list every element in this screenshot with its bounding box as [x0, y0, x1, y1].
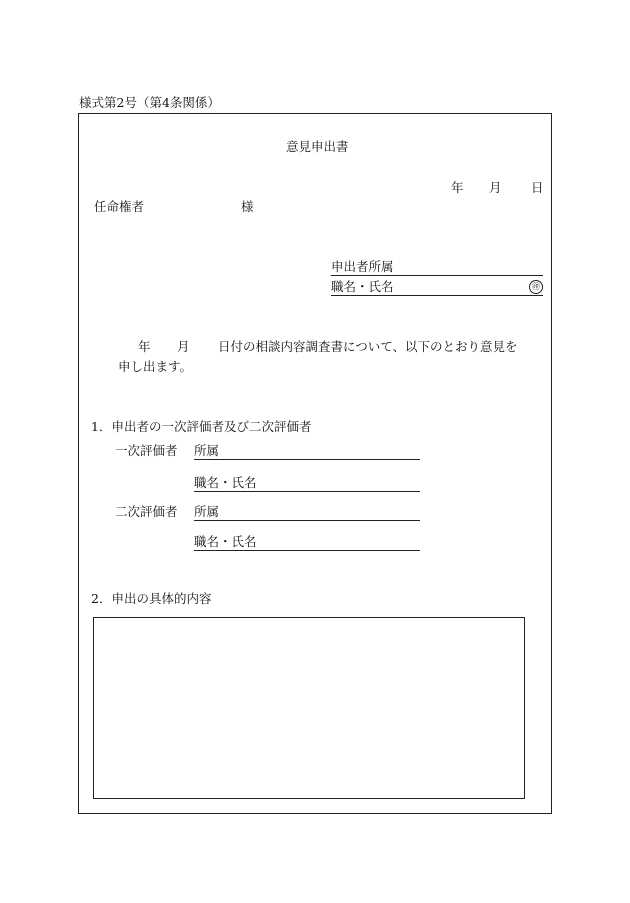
- second-evaluator-name-field[interactable]: [194, 536, 420, 551]
- statement-text-line1: 日付の相談内容調査書について、以下のとおり意見を: [218, 339, 518, 354]
- first-evaluator-name-label: 職名・氏名: [194, 475, 257, 490]
- second-evaluator-affiliation-field[interactable]: [194, 506, 420, 521]
- date-month-label: 月: [489, 180, 502, 195]
- addressee-label: 任命権者: [94, 199, 145, 214]
- applicant-name-field[interactable]: [331, 281, 543, 296]
- second-evaluator-name-label: 職名・氏名: [194, 534, 257, 549]
- first-evaluator-name-field[interactable]: [194, 477, 420, 492]
- first-evaluator-affiliation-field[interactable]: [194, 445, 420, 460]
- form-title: 意見申出書: [286, 139, 349, 154]
- applicant-affiliation-field[interactable]: [331, 261, 543, 276]
- applicant-name-label: 職名・氏名: [331, 279, 394, 294]
- date-year-label: 年: [451, 180, 464, 195]
- addressee-suffix: 様: [241, 199, 254, 214]
- date-day-label: 日: [531, 180, 544, 195]
- statement-year-label: 年: [138, 339, 151, 354]
- statement-month-label: 月: [177, 339, 190, 354]
- specific-content-textbox[interactable]: [93, 617, 525, 799]
- second-evaluator-affiliation-label: 所属: [194, 504, 220, 519]
- form-number: 様式第2号（第4条関係）: [79, 95, 220, 110]
- second-evaluator-label: 二次評価者: [115, 504, 178, 519]
- section2-heading: 2．申出の具体的内容: [91, 591, 212, 606]
- first-evaluator-label: 一次評価者: [115, 443, 178, 458]
- first-evaluator-affiliation-label: 所属: [194, 443, 220, 458]
- statement-text-line2: 申し出ます。: [118, 359, 193, 374]
- seal-mark: ㊞: [529, 280, 543, 294]
- applicant-affiliation-label: 申出者所属: [331, 259, 394, 274]
- section1-heading: 1．申出者の一次評価者及び二次評価者: [91, 419, 312, 434]
